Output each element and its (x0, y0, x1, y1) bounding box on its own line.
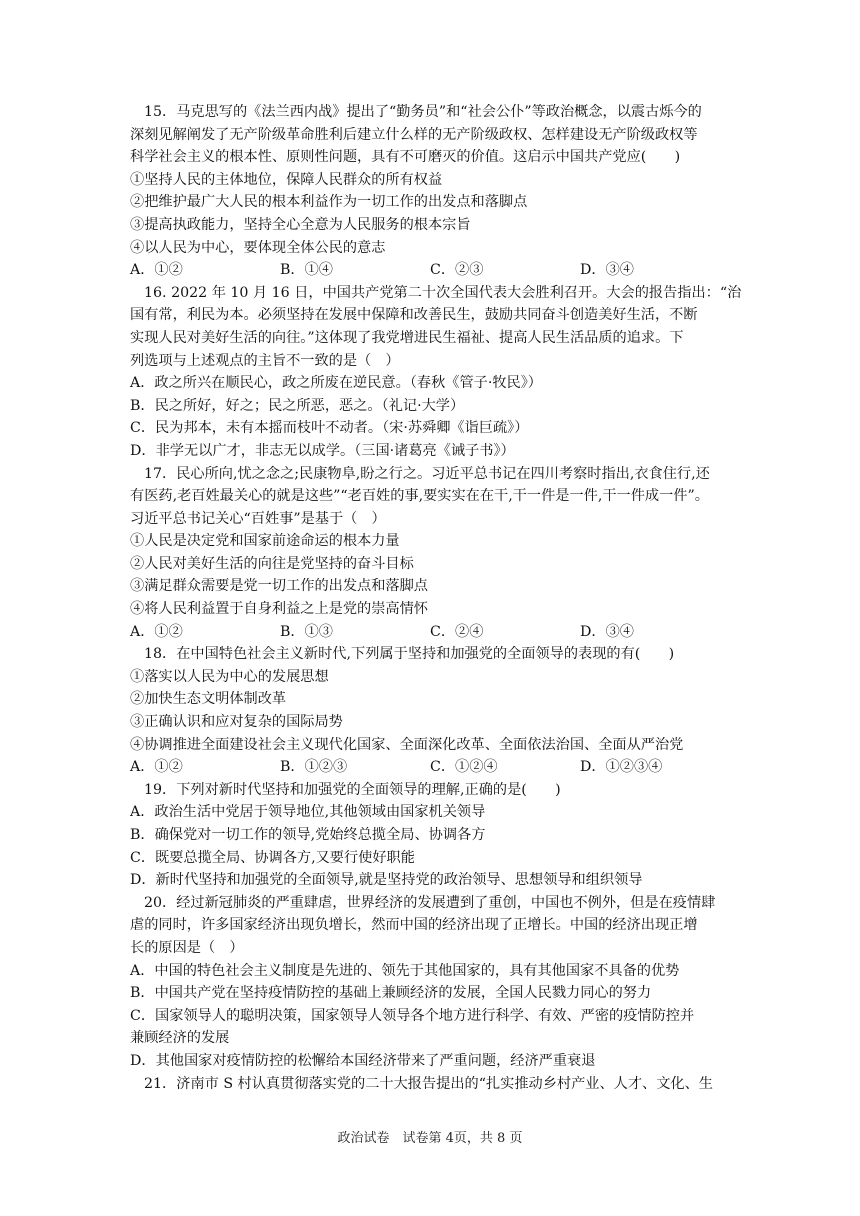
question-item: ③提高执政能力，坚持全心全意为人民服务的根本宗旨 (130, 216, 471, 233)
question-21 (130, 1073, 730, 1096)
answer-option[interactable]: B．①④ (280, 262, 333, 279)
question-stem-line: 国有常，利民为本。必须坚持在发展中保障和改善民生，鼓励共同奋斗创造美好生活，不断 (130, 307, 698, 324)
question-stem-line: 15．马克思写的《法兰西内战》提出了“勤务员”和“社会公仆”等政治概念，以震古烁今的 (144, 104, 702, 120)
question-stem-line: 长的原因是（ ） (130, 939, 244, 956)
answer-option[interactable]: C．②③ (430, 262, 484, 279)
question-item: D．新时代坚持和加强党的全面领导,就是坚持党的政治领导、思想领导和组织领导 (130, 872, 643, 889)
answer-option[interactable]: D．③④ (580, 262, 634, 279)
question-item: ④以人民为中心，要体现全体公民的意志 (130, 239, 386, 256)
question-item: ②人民对美好生活的向往是党坚持的奋斗目标 (130, 555, 414, 572)
question-item: 兼顾经济的发展 (130, 1030, 230, 1047)
question-item: D．其他国家对疫情防控的松懈给本国经济带来了严重问题，经济严重衰退 (130, 1052, 596, 1069)
answer-option[interactable]: C．①②④ (430, 759, 498, 776)
question-stem-line: 科学社会主义的根本性、原则性问题，具有不可磨灭的价值。这启示中国共产党应( ) (130, 149, 681, 166)
answer-option[interactable]: A．①② (130, 759, 183, 776)
question-stem-line: 19．下列对新时代坚持和加强党的全面领导的理解,正确的是( ) (144, 781, 561, 798)
question-stem-line: 列选项与上述观点的主旨不一致的是（ ） (130, 352, 400, 369)
question-item: B．民之所好，好之；民之所恶，恶之。（礼记·大学） (130, 397, 465, 414)
question-stem-line: 20．经过新冠肺炎的严重肆虐，世界经济的发展遭到了重创，中国也不例外，但是在疫情肆 (144, 894, 716, 911)
question-15 (130, 101, 730, 282)
answer-option[interactable]: B．①②③ (280, 759, 348, 776)
question-item: D．非学无以广才，非志无以成学。（三国·诸葛亮《诫子书》） (130, 442, 515, 459)
question-stem-line: 16. 2022 年 10 月 16 日，中国共产党第二十次全国代表大会胜利召开。大会的报告指出：“治 (144, 284, 742, 301)
question-item: A．政之所兴在顺民心，政之所废在逆民意。（春秋《管子·牧民》） (130, 375, 542, 392)
question-17 (130, 463, 730, 644)
question-item: ④将人民利益置于自身利益之上是党的崇高情怀 (130, 601, 428, 618)
question-item: C．国家领导人的聪明决策，国家领导人领导各个地方进行科学、有效、严密的疫情防控并 (130, 1007, 695, 1024)
answer-options (130, 621, 730, 644)
question-20 (130, 892, 730, 1073)
question-item: B．中国共产党在坚持疫情防控的基础上兼顾经济的发展，全国人民戮力同心的努力 (130, 985, 652, 1002)
question-stem-line: 18．在中国特色社会主义新时代,下列属于坚持和加强党的全面领导的表现的有( ) (144, 646, 675, 663)
answer-option[interactable]: C．②④ (430, 623, 484, 640)
question-stem-line: 有医药,老百姓最关心的就是这些”“老百姓的事,要实实在在干,干一件是一件,干一件成一件”。 (130, 488, 709, 505)
answer-options (130, 259, 730, 282)
question-item: ①坚持人民的主体地位，保障人民群众的所有权益 (130, 171, 443, 188)
answer-option[interactable]: B．①③ (280, 623, 333, 640)
question-item: C．民为邦本，未有本摇而枝叶不动者。（宋·苏舜卿《诣巨疏》） (130, 420, 529, 437)
question-item: B．确保党对一切工作的领导,党始终总揽全局、协调各方 (130, 827, 486, 843)
question-item: ①落实以人民为中心的发展思想 (130, 668, 329, 685)
exam-page (130, 101, 742, 1095)
question-stem-line: 虐的同时，许多国家经济出现负增长，然而中国的经济出现了正增长。中国的经济出现正增 (130, 917, 698, 934)
question-item: C．既要总揽全局、协调各方,又要行使好职能 (130, 849, 415, 866)
question-item: ①人民是决定党和国家前途命运的根本力量 (130, 533, 400, 550)
question-stem-line: 习近平总书记关心“百姓事”是基于（ ） (130, 510, 386, 527)
question-item: ②加快生态文明体制改革 (130, 691, 287, 708)
answer-option[interactable]: A．①② (130, 623, 183, 640)
question-item: ②把维护最广大人民的根本利益作为一切工作的出发点和落脚点 (130, 194, 528, 211)
answer-options (130, 756, 730, 779)
question-item: ③正确认识和应对复杂的国际局势 (130, 714, 343, 731)
answer-option[interactable]: A．①② (130, 262, 183, 279)
question-16 (130, 282, 742, 463)
question-stem-line: 深刻见解阐发了无产阶级革命胜利后建立什么样的无产阶级政权、怎样建设无产阶级政权等 (130, 126, 698, 143)
question-stem-line: 17．民心所向,忧之念之;民康物阜,盼之行之。习近平总书记在四川考察时指出,衣食住行,还 (144, 465, 710, 482)
question-item: ③满足群众需要是党一切工作的出发点和落脚点 (130, 578, 428, 595)
question-stem-line: 实现人民对美好生活的向往。”这体现了我党增进民生福祉、提高人民生活品质的追求。下 (130, 329, 684, 346)
question-18 (130, 643, 730, 779)
question-item: A．政治生活中党居于领导地位,其他领域由国家机关领导 (130, 804, 486, 821)
question-item: ④协调推进全面建设社会主义现代化国家、全面深化改革、全面依法治国、全面从严治党 (130, 736, 684, 753)
question-stem-line: 21．济南市 S 村认真贯彻落实党的二十大报告提出的“扎实推动乡村产业、人才、文化、生 (144, 1075, 713, 1092)
question-19 (130, 779, 730, 892)
answer-option[interactable]: D．③④ (580, 623, 634, 640)
answer-option[interactable]: D．①②③④ (580, 759, 663, 776)
question-item: A．中国的特色社会主义制度是先进的、领先于其他国家的，具有其他国家不具备的优势 (130, 962, 680, 979)
page-footer: 政治试卷 试卷第 4页，共 8 页 (337, 1131, 523, 1146)
